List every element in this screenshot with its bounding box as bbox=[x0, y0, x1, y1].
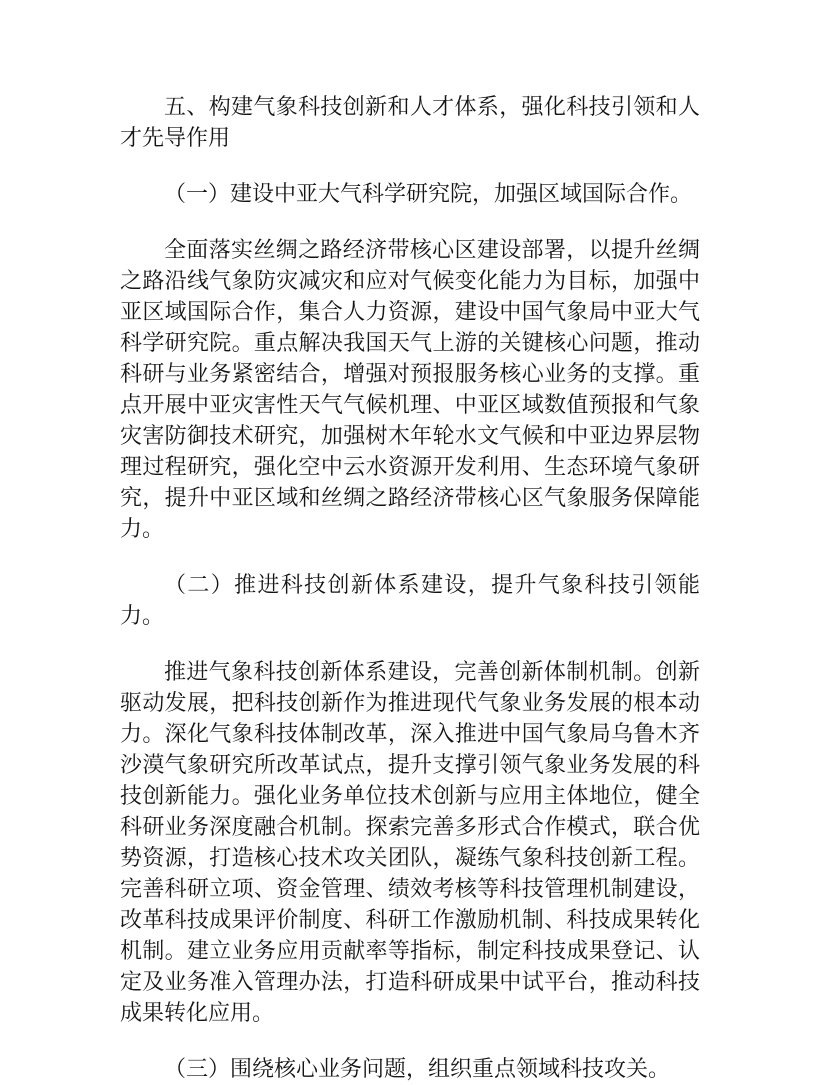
subsection-1-body: 全面落实丝绸之路经济带核心区建设部署，以提升丝绸之路沿线气象防灾减灾和应对气候变化能力为目标，加强中亚区域国际合作，集合人力资源，建设中国气象局中亚大气科学研究院。重点解决我国天气上游的关键核心问题，推动科研与业务紧密结合，增强对预报服务核心业务的支撑。重点开展中亚灾害性天气气候机理、中亚区域数值预报和气象灾害防御技术研究，加强树木年轮水文气候和中亚边界层物理过程研究，强化空中云水资源开发利用、生态环境气象研究，提升中亚区域和丝绸之路经济带核心区气象服务保障能力。 bbox=[120, 238, 700, 542]
subsection-2-body: 推进气象科技创新体系建设，完善创新体制机制。创新驱动发展，把科技创新作为推进现代气象业务发展的根本动力。深化气象科技体制改革，深入推进中国气象局乌鲁木齐沙漠气象研究所改革试点，提升支撑引领气象业务发展的科技创新能力。强化业务单位技术创新与应用主体地位，健全科研业务深度融合机制。探索完善多形式合作模式，联合优势资源，打造核心技术攻关团队，凝练气象科技创新工程。完善科研立项、资金管理、绩效考核等科技管理机制建设，改革科技成果评价制度、科研工作激励机制、科技成果转化机制。建立业务应用贡献率等指标，制定科技成果登记、认定及业务准入管理办法，打造科研成果中试平台，推动科技成果转化应用。 bbox=[120, 660, 700, 1026]
subsection-3-title: （三）围绕核心业务问题，组织重点领域科技攻关。 bbox=[164, 1057, 671, 1082]
subsection-1-title: （一）建设中亚大气科学研究院，加强区域国际合作。 bbox=[164, 182, 693, 207]
section-heading: 五、构建气象科技创新和人才体系，强化科技引领和人才先导作用 bbox=[120, 95, 700, 151]
subsection-2-title: （二）推进科技创新体系建设，提升气象科技引领能力。 bbox=[120, 573, 700, 629]
document-page bbox=[120, 92, 700, 1085]
